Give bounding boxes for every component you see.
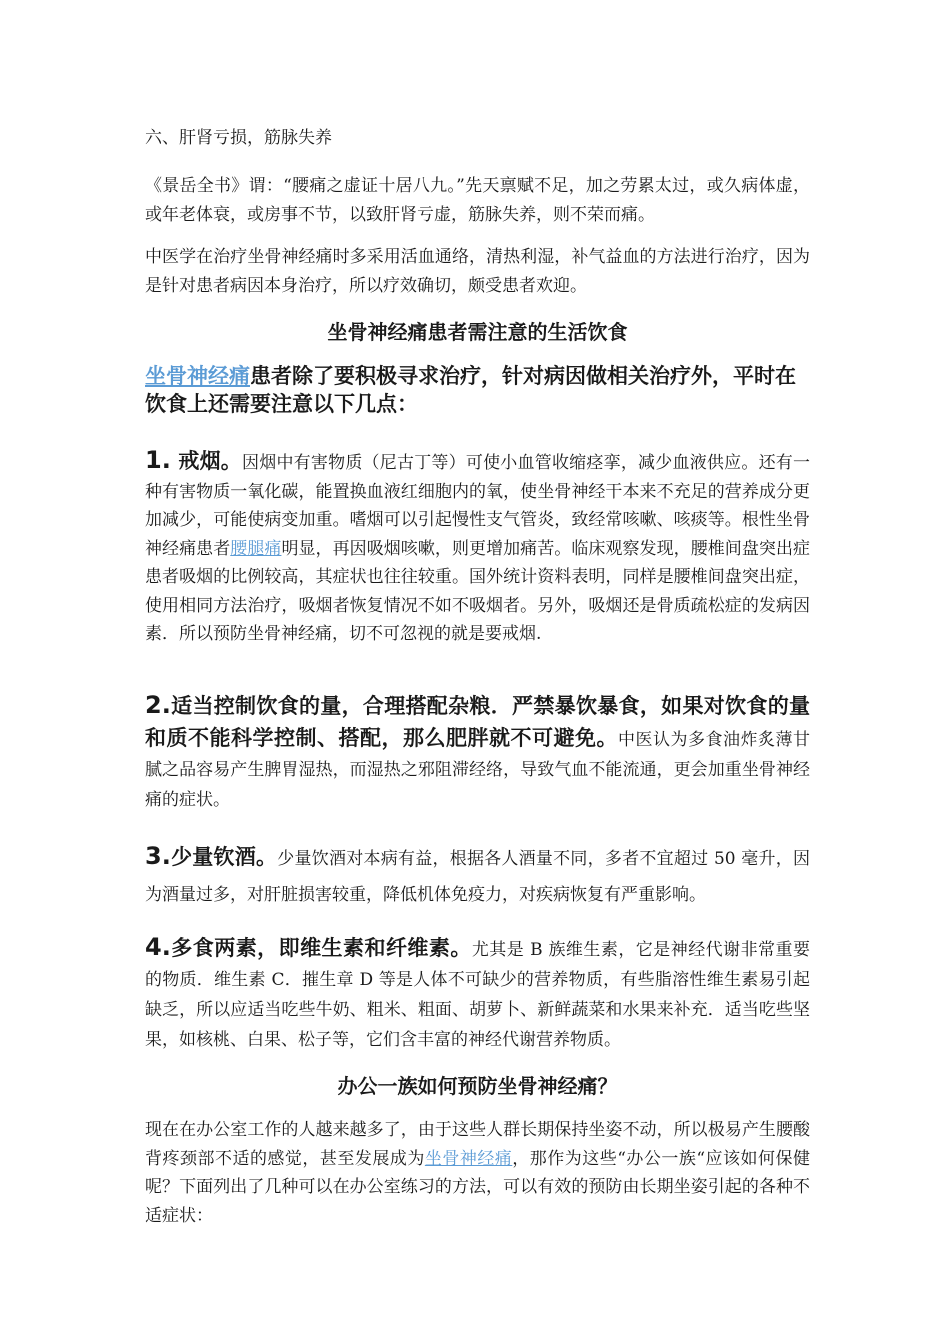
item-3-lead-text: 少量钦酒。 [170, 845, 278, 869]
diet-title: 坐骨神经痛患者需注意的生活饮食 [327, 320, 628, 344]
item-4-text: 尤其是 B 族维生素，它是神经代谢非常重要的物质．维生素 C．摧生章 D 等是人体不可缺少的营养物质，有些脂溶性维生素易引起缺乏，所以应适当吃些牛奶、粗米、粗面、胡萝卜、新鲜蔬菜和水果来补充．适当吃些坚果，如核桃、白果、松子等，它们含丰富的神经代谢营养物质。 [145, 940, 810, 1050]
item-1-number: 1. [145, 446, 171, 474]
item-1-lead-text: 戒烟。 [170, 449, 243, 473]
section-heading: 六、肝肾亏损，筋脉失养 [145, 128, 332, 148]
item-2-text: 中医认为多食油炸炙薄甘腻之品容易产生脾胃湿热，而湿热之邪阻滞经络，导致气血不能流通，更会加重坐骨神经痛的症状。 [145, 730, 810, 810]
quote-paragraph: 《景岳全书》谓：“腰痛之虚证十居八九。”先天禀赋不足，加之劳累太过，或久病体虚，或年老体衰，或房事不节，以致肝肾亏虚，筋脉失养，则不荣而痛。 [145, 176, 810, 225]
sciatica-link-2[interactable]: 坐骨神经痛 [424, 1148, 513, 1169]
diet-intro [145, 362, 810, 418]
item-4-lead-text: 多食两素，即维生素和纤维素。 [170, 936, 472, 960]
item-2-lead-text: 适当控制饮食的量，合理搭配杂粮．严禁暴饮暴食，如果对饮食的量和质不能科学控制、搭配，那么肥胖就不可避免。 [145, 694, 810, 750]
sciatica-link[interactable]: 坐骨神经痛 [145, 364, 250, 388]
item-3-lead [145, 842, 278, 870]
diet-item-2 [145, 690, 810, 815]
item-3-text: 少量饮酒对本病有益，根据各人酒量不同，多者不宜超过 50 毫升，因为酒量过多，对肝脏损害较重，降低机体免疫力，对疾病恢复有严重影响。 [145, 849, 810, 905]
office-text-a: 现在在办公室工作的人越来越多了，由于这些人群长期保持坐姿不动，所以极易产生腰酸背疼颈部不适的感觉，甚至发展成为 [145, 1120, 810, 1169]
item-1-lead [145, 446, 243, 474]
item-3-number: 3. [145, 842, 171, 870]
item-4-number: 4. [145, 933, 171, 961]
diet-item-1 [145, 446, 810, 649]
item-1-text-b: 明显，再因吸烟咳嗽，则更增加痛苦。临床观察发现，腰椎间盘突出症患者吸烟的比例较高，其症状也往往较重。国外统计资料表明，同样是腰椎间盘突出症，使用相同方法治疗，吸烟者恢复情况不如不吸烟者。另外，吸烟还是骨质疏松症的发病因素．所以预防坐骨神经痛，切不可忽视的就是要戒烟. [145, 538, 811, 644]
item-2-number: 2. [145, 691, 171, 719]
summary-paragraph: 中医学在治疗坐骨神经痛时多采用活血通络，清热利湿，补气益血的方法进行治疗，因为是针对患者病因本身治疗，所以疗效确切，颇受患者欢迎。 [145, 247, 810, 296]
lumbago-link[interactable]: 腰腿痛 [230, 538, 282, 559]
diet-item-4 [145, 932, 810, 1055]
office-title: 办公一族如何预防坐骨神经痛？ [337, 1074, 618, 1098]
office-paragraph [145, 1116, 810, 1230]
item-4-lead [145, 933, 472, 961]
item-1-text-a: 因烟中有害物质（尼古丁等）可使小血管收缩痉挛，减少血液供应。还有一种有害物质一氧化碳，能置换血液红细胞内的氧，使坐骨神经干本来不充足的营养成分更加减少，可能使病变加重。嗜烟可以引起慢性支气管炎，致经常咳嗽、咳痰等。根性坐骨神经痛患者 [145, 453, 811, 559]
diet-intro-text: 患者除了要积极寻求治疗，针对病因做相关治疗外，平时在饮食上还需要注意以下几点： [145, 364, 796, 416]
office-text-b: ，那作为这些“办公一族“应该如何保健呢？下面列出了几种可以在办公室练习的方法，可以有效的预防由长期坐姿引起的各种不适症状： [145, 1148, 811, 1226]
diet-item-3 [145, 838, 810, 913]
